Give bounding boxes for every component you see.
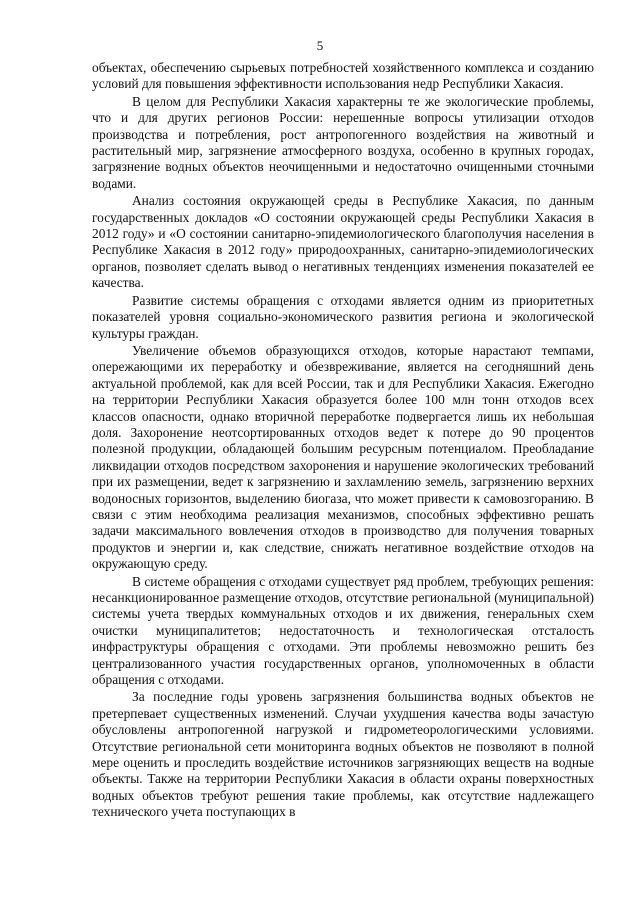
- paragraph-environment-analysis: Анализ состояния окружающей среды в Республике Хакасия, по данным государственных докладов «О состоянии окружающей среды Республики Хакасия в 2012 году» и «О состоянии санитарно-эпидемиологического благополучия населения в Республике Хакасия в 2012 году» природоохранных, санитарно-эпидемиологических органов, позволяет сделать вывод о негативных тенденциях изменения показателей ее качества.: [92, 193, 594, 291]
- paragraph-waste-volume-growth: Увеличение объемов образующихся отходов, которые нарастают темпами, опережающими их переработку и обезвреживание, является на сегодняшний день актуальной проблемой, как для всей России, так и для Республики Хакасия. Ежегодно на территории Республики Хакасия образуется более 100 млн тонн отходов всех классов опасности, однако вторичной переработке подвергается лишь их небольшая доля. Захоронение неотсортированных отходов ведет к потере до 90 процентов полезной продукции, обладающей большим ресурсным потенциалом. Преобладание ликвидации отходов посредством захоронения и нарушение экологических требований при их размещении, ведет к загрязнению и захламлению земель, загрязнению верхних водоносных горизонтов, выделению биогаза, что может привести к самовозгоранию. В связи с этим необходима реализация механизмов, способных эффективно решать задачи максимального вовлечения отходов в производство для получения товарных продуктов и энергии и, как следствие, снижать негативное воздействие отходов на окружающую среду.: [92, 342, 594, 572]
- document-body: [92, 60, 594, 822]
- page-number: 5: [316, 38, 324, 53]
- paragraph-waste-system-development: Развитие системы обращения с отходами является одним из приоритетных показателей уровня социально-экономического развития региона и экологической культуры граждан.: [92, 292, 594, 341]
- paragraph-waste-management-problems: В системе обращения с отходами существует ряд проблем, требующих решения: несанкционированное размещение отходов, отсутствие региональной (муниципальной) системы учета твердых коммунальных отходов и их движения, генеральных схем очистки муниципалитетов; недостаточность и технологическая отсталость инфраструктуры обращения с отходами. Эти проблемы невозможно решить без централизованного участия государственных органов, уполномоченных в области обращения с отходами.: [92, 573, 594, 688]
- paragraph-environmental-problems: В целом для Республики Хакасия характерны те же экологические проблемы, что и для других регионов России: нерешенные вопросы утилизации отходов производства и потребления, рост антропогенного воздействия на животный и растительный мир, загрязнение атмосферного воздуха, особенно в крупных городах, загрязнение водных объектов неочищенными и недостаточно очищенными сточными водами.: [92, 93, 594, 191]
- paragraph-water-pollution: За последние годы уровень загрязнения большинства водных объектов не претерпевает существенных изменений. Случаи ухудшения качества воды зачастую обусловлены антропогенной нагрузкой и гидрометеорологическими условиями. Отсутствие региональной сети мониторинга водных объектов не позволяют в полной мере оценить и проследить воздействие источников загрязняющих веществ на водные объекты. Также на территории Республики Хакасия в области охраны поверхностных водных объектов требуют решения такие проблемы, как отсутствие надлежащего технического учета поступающих в: [92, 689, 594, 820]
- paragraph-continuation: объектах, обеспечению сырьевых потребностей хозяйственного комплекса и созданию условий для повышения эффективности использования недр Республики Хакасия.: [92, 60, 594, 92]
